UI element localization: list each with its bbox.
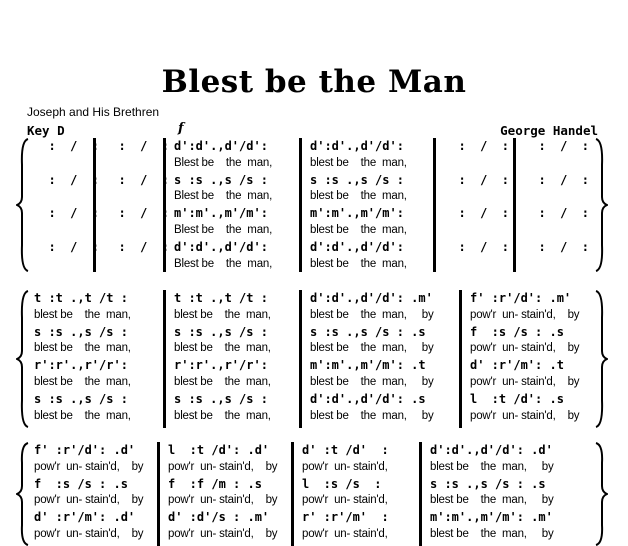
lyric-cell: pow'r un- stain'd, by bbox=[470, 308, 580, 321]
note-cell: : / : bbox=[444, 206, 510, 221]
note-cell: d':d'.,d'/d': .d' bbox=[430, 443, 553, 457]
note-cell: s :s .,s /s : bbox=[174, 172, 268, 187]
lyric-cell: blest be the man, by bbox=[430, 494, 554, 507]
note-cell: f' :r'/d': .m' bbox=[470, 291, 572, 305]
note-cell: s :s .,s /s : bbox=[174, 324, 268, 339]
lyric-cell: Blest be the man, bbox=[174, 224, 273, 236]
note-cell: m':m'.,m'/m': bbox=[310, 206, 404, 221]
note-cell: l :s /s : bbox=[302, 476, 382, 491]
dynamic-marking: f bbox=[178, 121, 184, 136]
note-cell: s :s .,s /s : bbox=[310, 172, 404, 187]
note-cell: : / : bbox=[104, 206, 170, 221]
lyric-cell: blest be the man, bbox=[34, 409, 131, 422]
note-cell: d' :t /d' : bbox=[302, 443, 389, 457]
left-brace bbox=[16, 138, 30, 272]
note-cell: t :t .,t /t : bbox=[34, 291, 128, 305]
note-cell: : / : bbox=[104, 239, 170, 254]
note-cell: t :t .,t /t : bbox=[174, 291, 268, 305]
note-cell: d':d'.,d'/d': bbox=[310, 139, 404, 153]
note-cell: r':r'.,r'/r': bbox=[174, 358, 268, 373]
lyric-cell: pow'r un- stain'd, by bbox=[34, 494, 144, 507]
note-cell: : / : bbox=[34, 239, 100, 254]
note-cell: : / : bbox=[34, 139, 100, 153]
note-cell: d' :r'/m': .t bbox=[470, 358, 564, 373]
lyric-cell: pow'r un- stain'd, by bbox=[470, 409, 580, 422]
note-cell: s :s .,s /s : .s bbox=[310, 324, 426, 339]
lyric-cell: blest be the man, by bbox=[310, 342, 434, 355]
note-cell: : / : bbox=[524, 206, 590, 221]
lyric-cell: pow'r un- stain'd, bbox=[302, 528, 388, 540]
note-cell: : / : bbox=[524, 172, 590, 187]
left-brace bbox=[16, 442, 30, 546]
left-brace bbox=[16, 290, 30, 428]
lyric-cell: Blest be the man, bbox=[174, 156, 273, 169]
note-cell: : / : bbox=[34, 206, 100, 221]
note-cell: m':m'.,m'/m': .t bbox=[310, 358, 426, 373]
note-cell: : / : bbox=[104, 139, 170, 153]
note-cell: d':d'.,d'/d': bbox=[174, 239, 268, 254]
key-signature: Key D bbox=[27, 123, 65, 138]
lyric-cell: blest be the man, by bbox=[310, 409, 434, 422]
lyric-cell: blest be the man, bbox=[174, 409, 271, 422]
lyric-cell: blest be the man, bbox=[34, 308, 131, 321]
song-title: Blest be the Man bbox=[161, 64, 467, 100]
lyric-cell: Blest be the man, bbox=[174, 257, 273, 270]
lyric-cell: blest be the man, by bbox=[430, 460, 554, 473]
note-cell: r' :r'/m' : bbox=[302, 510, 389, 525]
lyric-cell: pow'r un- stain'd, bbox=[302, 460, 388, 473]
note-cell: : / : bbox=[34, 172, 100, 187]
lyric-cell: blest be the man, by bbox=[310, 376, 434, 388]
lyric-cell: blest be the man, bbox=[310, 224, 407, 236]
note-cell: : / : bbox=[524, 139, 590, 153]
lyric-cell: pow'r un- stain'd, by bbox=[470, 342, 580, 355]
note-cell: d' :r'/m': .d' bbox=[34, 510, 136, 525]
note-cell: s :s .,s /s : .s bbox=[430, 476, 546, 491]
lyric-cell: blest be the man, by bbox=[430, 528, 554, 540]
note-cell: d':d'.,d'/d': bbox=[174, 139, 268, 153]
note-cell: s :s .,s /s : bbox=[34, 324, 128, 339]
note-cell: m':m'.,m'/m': .m' bbox=[430, 510, 553, 525]
note-cell: f :s /s : .s bbox=[470, 324, 564, 339]
note-cell: : / : bbox=[104, 172, 170, 187]
lyric-cell: blest be the man, bbox=[174, 376, 271, 388]
lyric-cell: blest be the man, bbox=[174, 308, 271, 321]
note-cell: : / : bbox=[444, 239, 510, 254]
lyric-cell: Blest be the man, bbox=[174, 190, 273, 203]
note-cell: d':d'.,d'/d': .s bbox=[310, 391, 426, 406]
note-cell: s :s .,s /s : bbox=[174, 391, 268, 406]
lyric-cell: pow'r un- stain'd, by bbox=[168, 528, 278, 540]
note-cell: : / : bbox=[444, 139, 510, 153]
lyric-cell: blest be the man, bbox=[174, 342, 271, 355]
lyric-cell: blest be the man, bbox=[310, 190, 407, 203]
lyric-cell: blest be the man, bbox=[310, 156, 407, 169]
note-cell: f' :r'/d': .d' bbox=[34, 443, 136, 457]
lyric-cell: pow'r un- stain'd, by bbox=[168, 460, 278, 473]
lyric-cell: blest be the man, by bbox=[310, 308, 434, 321]
lyric-cell: blest be the man, bbox=[34, 376, 131, 388]
note-cell: m':m'.,m'/m': bbox=[174, 206, 268, 221]
note-cell: s :s .,s /s : bbox=[34, 391, 128, 406]
note-cell: : / : bbox=[524, 239, 590, 254]
note-cell: f :f /m : .s bbox=[168, 476, 262, 491]
subtitle: Joseph and His Brethren bbox=[27, 105, 160, 119]
lyric-cell: pow'r un- stain'd, bbox=[302, 494, 388, 507]
composer: George Handel bbox=[500, 123, 598, 138]
note-cell: l :t /d': .s bbox=[470, 391, 564, 406]
lyric-cell: blest be the man, bbox=[310, 257, 407, 270]
note-cell: l :t /d': .d' bbox=[168, 443, 270, 457]
lyric-cell: blest be the man, bbox=[34, 342, 131, 355]
note-cell: f :s /s : .s bbox=[34, 476, 128, 491]
note-cell: : / : bbox=[444, 172, 510, 187]
note-cell: d':d'.,d'/d': bbox=[310, 239, 404, 254]
note-cell: d' :d'/s : .m' bbox=[168, 510, 270, 525]
lyric-cell: pow'r un- stain'd, by bbox=[34, 460, 144, 473]
note-cell: d':d'.,d'/d': .m' bbox=[310, 291, 433, 305]
lyric-cell: pow'r un- stain'd, by bbox=[34, 528, 144, 540]
lyric-cell: pow'r un- stain'd, by bbox=[168, 494, 278, 507]
lyric-cell: pow'r un- stain'd, by bbox=[470, 376, 580, 388]
note-cell: r':r'.,r'/r': bbox=[34, 358, 128, 373]
